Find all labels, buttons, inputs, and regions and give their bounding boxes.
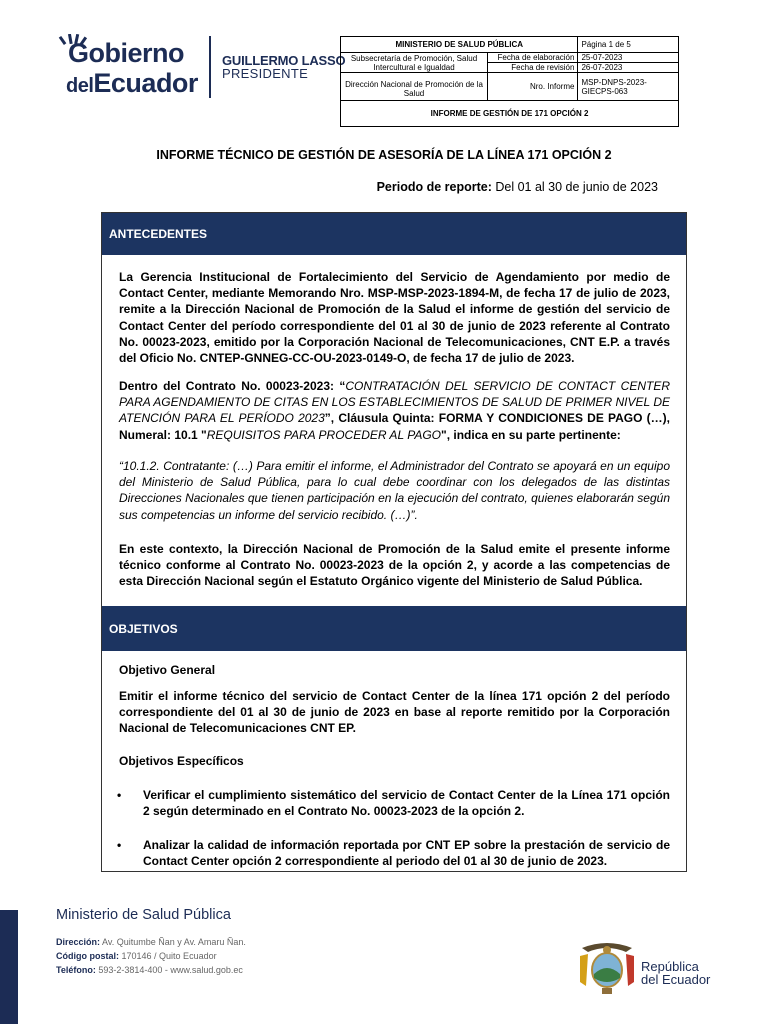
antecedentes-heading: ANTECEDENTES [102, 213, 686, 255]
antecedentes-paragraph-4: En este contexto, la Dirección Nacional de Promoción de la Salud emite el presente informe técnico conforme al Contrato No. 00023-2023 de la opción 2, y acorde a las competencias de esta Dirección Nacional según el Estatuto Orgánico vigente del Ministerio de Salud Pública. [119, 542, 671, 589]
president-role: PRESIDENTE [222, 66, 309, 81]
footer-postal: Código postal: 170146 / Quito Ecuador [56, 951, 217, 961]
fecha-elaboracion-value: 25-07-2023 [578, 53, 679, 63]
report-period [377, 180, 658, 194]
footer-ministry: Ministerio de Salud Pública [56, 907, 231, 923]
fecha-revision-label: Fecha de revisión [488, 63, 578, 73]
footer-accent-bar [0, 910, 18, 1024]
bullet-icon: • [117, 838, 122, 852]
objetivo-general-text: Emitir el informe técnico del servicio de Contact Center de la línea 171 opción 2 del período correspondiente del 01 al 30 de junio de 2023 en base al reporte remitido por la Corporación Nacional de Telecomunicaciones CNT EP. [119, 689, 670, 736]
footer-address: Dirección: Av. Quitumbe Ñan y Av. Amaru Ñan. [56, 937, 246, 947]
objetivo-especifico-1: • Verificar el cumplimiento sistemático del servicio de Contact Center de la Línea 171 opción 2 según determinado en el Contrato No. 00023-2023 de la opción 2. [117, 788, 670, 819]
coat-of-arms-icon [576, 938, 638, 996]
president-name: GUILLERMO LASSO [222, 53, 346, 68]
report-body-box [101, 212, 687, 872]
page-cell: Página 1 de 5 [578, 37, 679, 53]
antecedentes-paragraph-1: La Gerencia Institucional de Fortalecimiento del Servicio de Agendamiento por medio de Contact Center, mediante Memorando Nro. MSP-MSP-2023-1894-M, de fecha 17 de julio de 2023, remite a la Dirección Nacional de Promoción de la Salud el informe de gestión del servicio de Contact Center del período correspondiente del 01 al 30 de junio de 2023 referente al Contrato No. 00023-2023, emitido por la Corporación Nacional de Telecomunicaciones, CNT E.P. a través del Oficio No. CNTEP-GNNEG-CC-OU-2023-0149-O, de fecha 17 de julio de 2023. [119, 270, 670, 366]
period-value: Del 01 al 30 de junio de 2023 [495, 180, 658, 194]
ministry-cell: MINISTERIO DE SALUD PÚBLICA [341, 37, 578, 53]
logo-text-gobierno: Gobierno [68, 38, 184, 68]
gobierno-logo [56, 34, 206, 100]
objetivo-general-title: Objetivo General [119, 663, 216, 677]
fecha-elaboracion-label: Fecha de elaboración [488, 53, 578, 63]
objetivos-heading: OBJETIVOS [102, 606, 686, 651]
document-title: INFORME TÉCNICO DE GESTIÓN DE ASESORÍA DE LA LÍNEA 171 OPCIÓN 2 [156, 148, 612, 162]
header-info-table [340, 36, 679, 127]
footer-phone: Teléfono: 593-2-3814-400 - www.salud.gob.ec [56, 965, 243, 975]
objetivos-especificos-title: Objetivos Específicos [119, 754, 244, 768]
republica-del-ecuador: República del Ecuador [641, 959, 711, 987]
logo-text-ecuador: delEcuador [66, 68, 198, 98]
subsecretaria-cell: Subsecretaría de Promoción, Salud Intercultural e Igualdad [341, 53, 488, 73]
objetivo-especifico-2: • Analizar la calidad de información reportada por CNT EP sobre la prestación de servicio de Contact Center opción 2 correspondiente al periodo del 01 al 30 de junio de 2023. [117, 838, 670, 869]
antecedentes-paragraph-2: Dentro del Contrato No. 00023-2023: “CONTRATACIÓN DEL SERVICIO DE CONTACT CENTER PARA AGENDAMIENTO DE CITAS EN LOS ESTABLECIMIENTOS DE SALUD DE PRIMER NIVEL DE ATENCIÓN PARA EL PERÍODO 2023”, Cláusula Quinta: FORMA Y CONDICIONES DE PAGO (…), Numeral: 10.1 "REQUISITOS PARA PROCEDER AL PAGO", indica en su parte pertinente: [119, 379, 670, 442]
direccion-cell: Dirección Nacional de Promoción de la Salud [341, 73, 488, 101]
informe-number: MSP-DNPS-2023-GIECPS-063 [578, 73, 679, 101]
period-label: Periodo de reporte: [376, 180, 492, 194]
fecha-revision-value: 26-07-2023 [578, 63, 679, 73]
informe-label: Nro. Informe [488, 73, 578, 101]
contract-quote: “10.1.2. Contratante: (…) Para emitir el informe, el Administrador del Contrato se apoyará en un equipo del Ministerio de Salud Pública, para lo cual debe coordinar con los delegados de las distintas Direcciones Nacionales que tienen participación en la ejecución del contrato, quienes elaborarán según sus competencias un informe del servicio recibido. (…)”. [119, 459, 670, 522]
bullet-icon: • [117, 788, 122, 802]
logo-divider [209, 36, 211, 98]
report-title-cell: INFORME DE GESTIÓN DE 171 OPCIÓN 2 [341, 101, 679, 127]
president-label [222, 54, 345, 80]
